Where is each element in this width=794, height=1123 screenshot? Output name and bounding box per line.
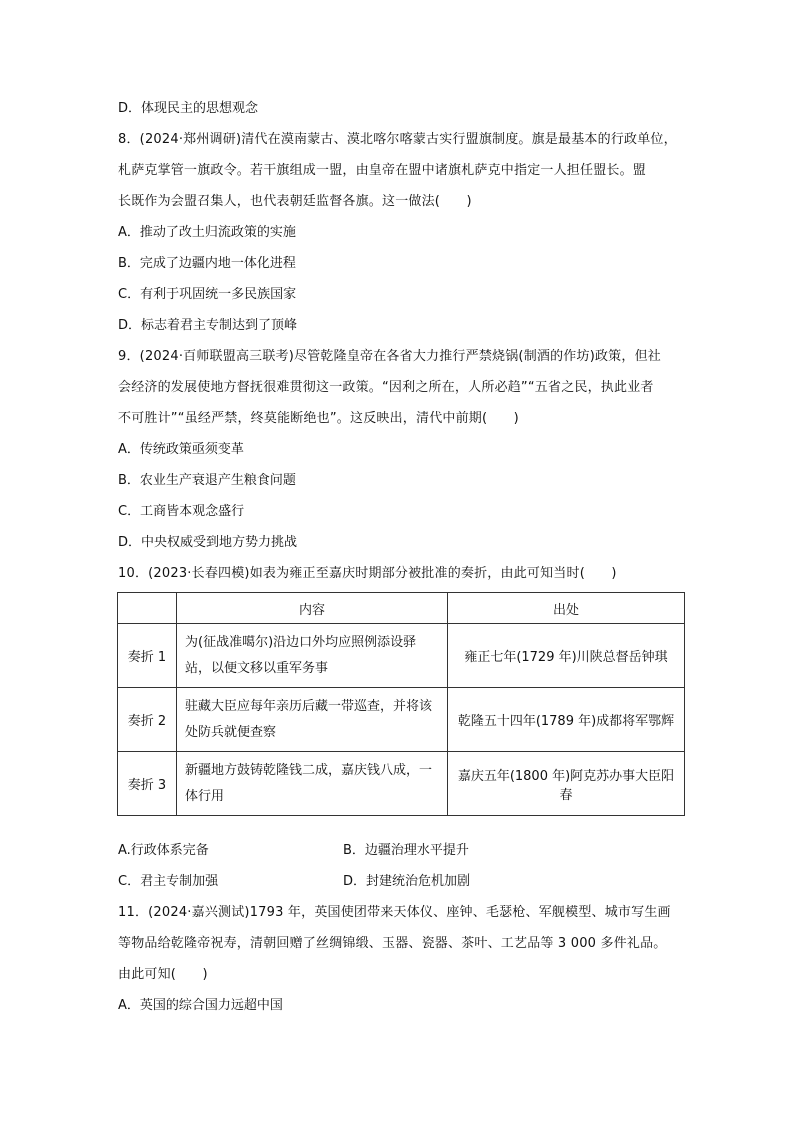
memorial-table	[117, 592, 685, 816]
table-header-content: 内容	[177, 593, 448, 624]
table-header-source: 出处	[448, 593, 685, 624]
q10-option-d: D．封建统治危机加剧	[343, 874, 471, 889]
q11-option-a: A．英国的综合国力远超中国	[118, 998, 283, 1013]
q9-option-c: C．工商皆本观念盛行	[118, 504, 245, 519]
q8-option-b: B．完成了边疆内地一体化进程	[118, 256, 296, 271]
q8-stem-line-2: 札萨克掌管一旗政令。若干旗组成一盟，由皇帝在盟中诸旗札萨克中指定一人担任盟长。盟	[118, 163, 647, 178]
q9-stem-line-1: 9．(2024·百师联盟高三联考)尽管乾隆皇帝在各省大力推行严禁烧锅(制酒的作坊)政策，但社	[118, 349, 661, 364]
row-content: 驻藏大臣应每年亲历后藏一带巡查，并将该处防兵就便查察	[177, 688, 448, 752]
table-header-row	[118, 593, 685, 624]
row-content: 为(征战准噶尔)沿边口外均应照例添设驿站，以便文移以重军务事	[177, 624, 448, 688]
row-source: 雍正七年(1729 年)川陕总督岳钟琪	[448, 624, 685, 688]
q8-option-c: C．有利于巩固统一多民族国家	[118, 287, 297, 302]
table-header-corner	[118, 593, 177, 624]
q10-option-c: C．君主专制加强	[118, 874, 219, 889]
q8-option-d: D．标志着君主专制达到了顶峰	[118, 318, 298, 333]
row-source: 乾隆五十四年(1789 年)成都将军鄂辉	[448, 688, 685, 752]
q9-option-d: D．中央权威受到地方势力挑战	[118, 535, 298, 550]
q8-option-a: A．推动了改土归流政策的实施	[118, 225, 296, 240]
q11-stem-line-3: 由此可知( )	[118, 967, 208, 982]
q9-stem-line-2: 会经济的发展使地方督抚很难贯彻这一政策。“因利之所在，人所必趋”“五省之民，执此业者	[118, 380, 654, 395]
q9-option-b: B．农业生产衰退产生粮食问题	[118, 473, 296, 488]
row-source: 嘉庆五年(1800 年)阿克苏办事大臣阳春	[448, 752, 685, 816]
table-row	[118, 624, 685, 688]
q10-option-b: B．边疆治理水平提升	[343, 843, 469, 858]
row-label: 奏折 3	[118, 752, 177, 816]
table-row	[118, 688, 685, 752]
q11-stem-line-1: 11．(2024·嘉兴测试)1793 年，英国使团带来天体仪、座钟、毛瑟枪、军舰模型、城市写生画	[118, 905, 671, 920]
row-label: 奏折 2	[118, 688, 177, 752]
q7-option-d: D．体现民主的思想观念	[118, 101, 259, 116]
q9-stem-line-3: 不可胜计”“虽经严禁，终莫能断绝也”。这反映出，清代中前期( )	[118, 411, 519, 426]
q10-option-a: A.行政体系完备	[118, 843, 209, 858]
q8-stem-line-1: 8．(2024·郑州调研)清代在漠南蒙古、漠北喀尔喀蒙古实行盟旗制度。旗是最基本的行政单位，	[118, 132, 677, 147]
q10-stem: 10．(2023·长春四模)如表为雍正至嘉庆时期部分被批准的奏折，由此可知当时( )	[118, 566, 617, 581]
q11-stem-line-2: 等物品给乾隆帝祝寿，清朝回赠了丝绸锦缎、玉器、瓷器、茶叶、工艺品等 3 000 多件礼品。	[118, 936, 667, 951]
table-row	[118, 752, 685, 816]
row-label: 奏折 1	[118, 624, 177, 688]
row-content: 新疆地方鼓铸乾隆钱二成，嘉庆钱八成，一体行用	[177, 752, 448, 816]
q9-option-a: A．传统政策亟须变革	[118, 442, 244, 457]
q8-stem-line-3: 长既作为会盟召集人，也代表朝廷监督各旗。这一做法( )	[118, 194, 472, 209]
